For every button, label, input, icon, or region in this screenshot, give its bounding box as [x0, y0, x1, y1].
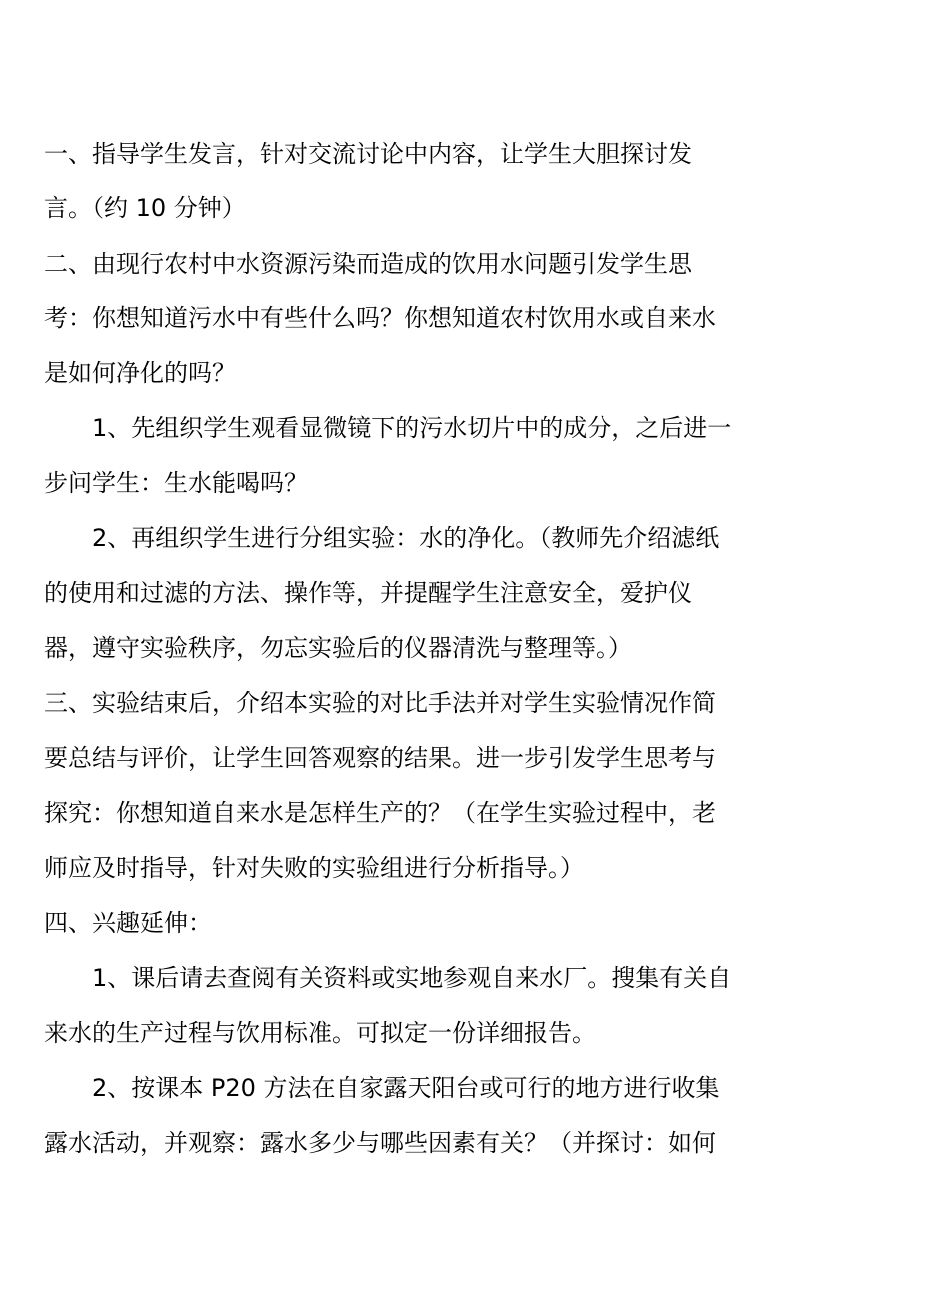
text-line-14: 师应及时指导，针对失败的实验组进行分析指导。）	[44, 854, 584, 882]
text-line-4: 考：你想知道污水中有些什么吗？你想知道农村饮用水或自来水	[44, 304, 716, 332]
text-line-2: 言。（约 10 分钟）	[44, 194, 246, 222]
text-line-7: 步问学生：生水能喝吗？	[44, 469, 308, 497]
text-line-5: 是如何净化的吗？	[44, 359, 236, 387]
text-line-10: 器，遵守实验秩序，勿忘实验后的仪器清洗与整理等。）	[44, 634, 632, 662]
text-line-11: 三、实验结束后，介绍本实验的对比手法并对学生实验情况作简	[44, 689, 716, 717]
text-line-16: 1、课后请去查阅有关资料或实地参观自来水厂。搜集有关自	[92, 964, 732, 992]
text-line-17: 来水的生产过程与饮用标准。可拟定一份详细报告。	[44, 1019, 596, 1047]
text-line-12: 要总结与评价，让学生回答观察的结果。进一步引发学生思考与	[44, 744, 716, 772]
text-line-3: 二、由现行农村中水资源污染而造成的饮用水问题引发学生思	[44, 250, 692, 278]
text-line-8: 2、再组织学生进行分组实验：水的净化。（教师先介绍滤纸	[92, 524, 720, 552]
text-line-19: 露水活动，并观察：露水多少与哪些因素有关？（并探讨：如何	[44, 1129, 716, 1157]
text-line-15: 四、兴趣延伸：	[44, 909, 212, 937]
text-line-6: 1、先组织学生观看显微镜下的污水切片中的成分，之后进一	[92, 414, 732, 442]
text-line-13: 探究：你想知道自来水是怎样生产的？（在学生实验过程中，老	[44, 799, 716, 827]
text-line-9: 的使用和过滤的方法、操作等，并提醒学生注意安全，爱护仪	[44, 579, 692, 607]
text-line-1: 一、指导学生发言，针对交流讨论中内容，让学生大胆探讨发	[44, 140, 692, 168]
text-line-18: 2、按课本 P20 方法在自家露天阳台或可行的地方进行收集	[92, 1074, 720, 1102]
